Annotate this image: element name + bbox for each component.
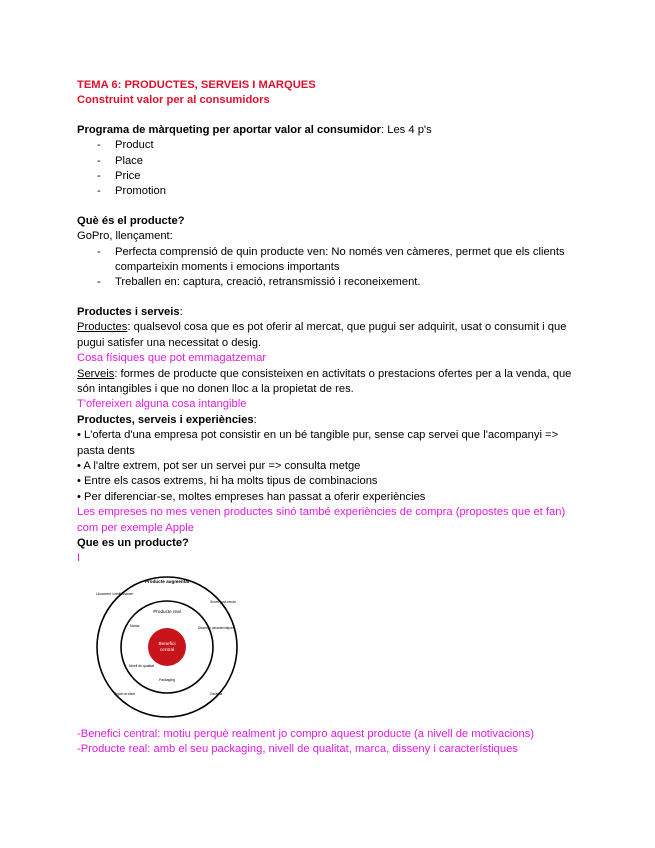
right-top-label: Servei post-venda: [210, 599, 236, 604]
definition-line: -Producte real: amb el seu packaging, nivell de qualitat, marca, disseny i característiques: [77, 743, 518, 756]
bottom-right-label: Garantia: [210, 691, 223, 696]
left-low-label: Nivell de qualitat: [129, 663, 154, 668]
list-item: - Price: [77, 169, 577, 184]
bullet-item: • A l'altre extrem, pot ser un servei pur => consulta metge: [77, 459, 361, 472]
gopro-list: [77, 245, 577, 291]
list-item: - Place: [77, 154, 577, 169]
text-cursor: I: [77, 552, 81, 565]
document-title: TEMA 6: PRODUCTES, SERVEIS I MARQUES: [77, 79, 316, 91]
list-item: - Promotion: [77, 184, 577, 199]
product-intro: GoPro, llençament:: [77, 230, 173, 243]
experiences-heading-suffix: :: [253, 413, 257, 426]
services-heading: Productes i serveis: [77, 305, 180, 318]
program-heading: Programa de màrqueting per aportar valor al consumidor: [77, 123, 382, 136]
bullet-item: • Per diferenciar-se, moltes empreses han passat a oferir experiències: [77, 490, 426, 503]
document-subtitle: Construint valor per al consumidors: [77, 94, 270, 107]
services-text: : formes de producte que consisteixen en activitats o prestacions ofertes per a la venda, que són intangibles i que no donen lloc a la propietat de res.: [77, 367, 572, 395]
products-label: Productes: [77, 321, 128, 334]
bullet-item: • Entre els casos extrems, hi ha molts tipus de combinacions: [77, 475, 378, 488]
outer-label: Producte augmental: [144, 578, 190, 584]
services-heading-line: [77, 305, 577, 320]
bottom-mid-label: Packaging: [159, 677, 175, 682]
products-note: Cosa físiques que pot emmagatzemar: [77, 352, 267, 365]
program-line: [77, 123, 577, 138]
bottom-left-label: Suport al client: [114, 691, 136, 696]
what-product-heading: Que es un producte?: [77, 536, 189, 549]
products-definition: [77, 320, 577, 351]
middle-label: Producte real: [153, 608, 181, 614]
right-mid-label: Disseny i característiques: [198, 625, 235, 630]
services-definition: [77, 367, 577, 398]
services-note: T'ofereixen alguna cosa intangible: [77, 398, 247, 411]
product-levels-diagram: [92, 571, 242, 719]
experiences-note: Les empreses no mes venen productes sinó també experiències de compra (propostes que et fan) com per exemple Apple: [77, 506, 566, 534]
left-mid-label: Marca: [130, 623, 140, 628]
four-ps-list: [77, 138, 577, 200]
core-label-2: central: [159, 647, 175, 653]
product-heading: Què és el producte?: [77, 214, 185, 227]
product-levels-svg: [92, 571, 242, 719]
definition-line: -Benefici central: motiu perquè realment jo compro aquest producte (a nivell de motivacions): [77, 727, 535, 740]
products-text: : qualsevol cosa que es pot oferir al mercat, que pugui ser adquirit, usat o consumit i que pugui satisfer una necessitat o desig.: [77, 321, 567, 349]
experiences-heading: Productes, serveis i experiències: [77, 413, 254, 426]
services-heading-suffix: :: [179, 305, 183, 318]
services-label: Serveis: [77, 367, 115, 380]
experiences-heading-line: [77, 413, 577, 428]
list-item: - Product: [77, 138, 577, 153]
list-item: - Treballen en: captura, creació, retransmissió i reconeixement.: [77, 275, 577, 290]
list-item: - Perfecta comprensió de quin producte ven: No només ven càmeres, permet que els clients comparteixin moments i emocions importants: [77, 245, 577, 276]
core-benefit-circle: [148, 628, 186, 666]
bullet-item: • L'oferta d'una empresa pot consistir en un bé tangible pur, sense cap servei que l'acompanyi => pasta dents: [77, 429, 559, 457]
program-suffix: : Les 4 p's: [381, 123, 432, 136]
document-page: [77, 78, 577, 758]
core-label-1: Benefici: [158, 641, 176, 647]
left-outer-label: Lliurament i crèdit financer: [96, 591, 134, 596]
